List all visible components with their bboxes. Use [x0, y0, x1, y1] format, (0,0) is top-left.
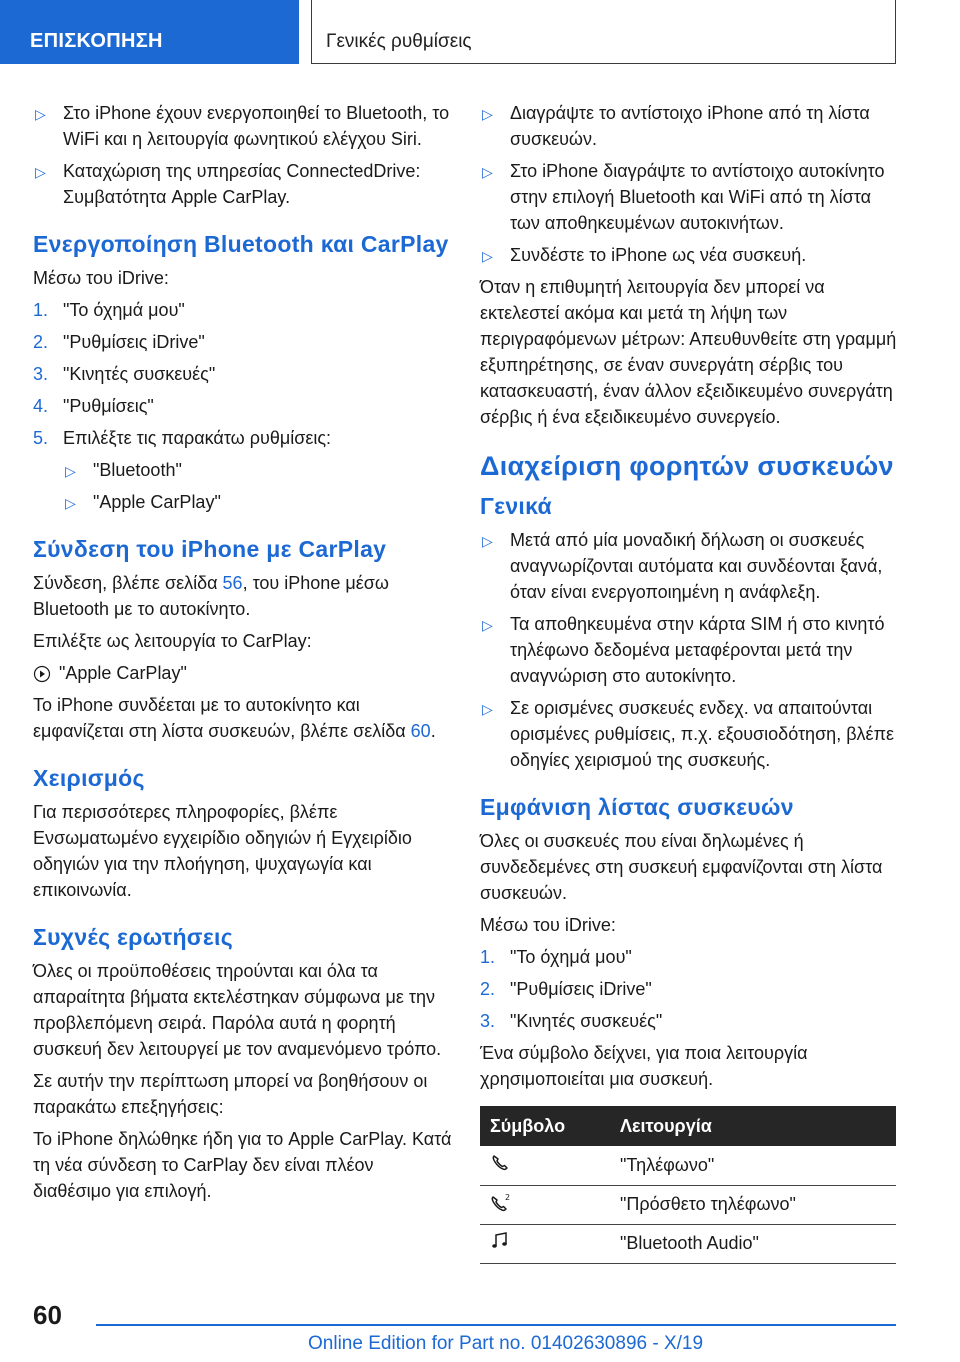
list-item: 3. "Κινητές συσκευές"	[33, 364, 216, 384]
list-item: ▷ Συνδέστε το iPhone ως νέα συσκευή.	[480, 242, 900, 268]
action-item: "Apple CarPlay"	[33, 660, 453, 686]
left-column	[33, 100, 453, 1210]
table-row	[480, 1146, 896, 1185]
page-link-60[interactable]: 60	[410, 721, 431, 741]
header-section-tab	[0, 0, 299, 64]
header-section-title: ΕΠΙΣΚΟΠΗΣΗ	[30, 30, 163, 52]
page-number: 60	[33, 1300, 62, 1330]
table-cell-function: "Bluetooth Audio"	[610, 1224, 896, 1263]
heading-manage-devices: Διαχείριση φορητών συσκευών	[480, 451, 894, 481]
list-item: 1. "Το όχημά μου"	[33, 300, 185, 320]
list-item: ▷ Σε ορισμένες συσκευές ενδεχ. να απαιτούνται ορισμένες ρυθμίσεις, π.χ. εξουσιοδότηση, βλέπε οδηγίες χειρισμού της συσκευής.	[482, 698, 895, 770]
play-circle-icon	[33, 665, 51, 683]
heading-connect: Σύνδεση του iPhone με CarPlay	[33, 536, 387, 562]
table-header-symbol: Σύμβολο	[480, 1106, 610, 1146]
heading-activation: Ενεργοποίηση Bluetooth και CarPlay	[33, 231, 449, 257]
list-item: ▷ Στο iPhone διαγράψτε το αντίστοιχο αυτοκίνητο στην επιλογή Bluetooth και WiFi από τη λίστα των αποθηκευμένων αυτοκινήτων.	[482, 161, 885, 233]
heading-faq: Συχνές ερωτήσεις	[33, 924, 233, 950]
connect-paragraph-2: Επιλέξτε ως λειτουργία το CarPlay:	[33, 631, 312, 651]
symbol-table	[480, 1106, 896, 1264]
list-item: 1. "Το όχημά μου"	[480, 947, 632, 967]
list-item: ▷ Τα αποθηκευμένα στην κάρτα SIM ή στο κινητό τηλέφωνο δεδομένα μεταφέρονται μετά την αναγνώριση στο αυτοκίνητο.	[482, 614, 885, 686]
faq-paragraph-3: Το iPhone δηλώθηκε ήδη για το Apple CarPlay. Κατά τη νέα σύνδεση το CarPlay δεν είναι πλέον διαθέσιμο για επιλογή.	[33, 1129, 452, 1201]
triangle-bullet-icon: ▷	[482, 106, 493, 122]
via-idrive-text: Μέσω του iDrive:	[480, 915, 616, 935]
music-note-icon	[490, 1231, 510, 1251]
triangle-bullet-icon: ▷	[65, 495, 76, 511]
list-item: 5. Επιλέξτε τις παρακάτω ρυθμίσεις:	[33, 428, 332, 448]
faq-paragraph-2: Σε αυτήν την περίπτωση μπορεί να βοηθήσουν οι παρακάτω επεξηγήσεις:	[33, 1071, 428, 1117]
connect-paragraph-3: Το iPhone συνδέεται με το αυτοκίνητο και εμφανίζεται στη λίστα συσκευών, βλέπε σελίδα 60.	[33, 695, 436, 741]
operation-paragraph: Για περισσότερες πληροφορίες, βλέπε Ενσωματωμένο εγχειρίδιο οδηγιών ή Εγχειρίδιο οδηγιών για την πλοήγηση, ψυχαγωγία και επικοινωνία.	[33, 802, 412, 900]
phone-icon	[490, 1153, 510, 1173]
connect-paragraph-1: Σύνδεση, βλέπε σελίδα 56, του iPhone μέσω Bluetooth με το αυτοκίνητο.	[33, 573, 389, 619]
list-item: 2. "Ρυθμίσεις iDrive"	[480, 979, 652, 999]
triangle-bullet-icon: ▷	[482, 617, 493, 633]
device-list-paragraph-1: Όλες οι συσκευές που είναι δηλωμένες ή συνδεδεμένες στη συσκευή εμφανίζονται στη λίστα συσκευών.	[480, 831, 883, 903]
triangle-bullet-icon: ▷	[482, 164, 493, 180]
device-list-paragraph-2: Ένα σύμβολο δείχνει, για ποια λειτουργία χρησιμοποιείται μια συσκευή.	[480, 1043, 808, 1089]
svg-text:2: 2	[505, 1193, 511, 1202]
table-row	[480, 1185, 896, 1224]
table-header-function: Λειτουργία	[610, 1106, 896, 1146]
list-item: 2. "Ρυθμίσεις iDrive"	[33, 332, 205, 352]
table-cell-function: "Πρόσθετο τηλέφωνο"	[610, 1185, 896, 1224]
page-link-56[interactable]: 56	[222, 573, 243, 593]
triangle-bullet-icon: ▷	[65, 463, 76, 479]
footer-divider	[96, 1324, 896, 1326]
triangle-bullet-icon: ▷	[482, 533, 493, 549]
header-subsection-box	[311, 0, 896, 64]
table-header-row	[480, 1106, 896, 1146]
list-item: 4. "Ρυθμίσεις"	[33, 396, 154, 416]
table-cell-function: "Τηλέφωνο"	[610, 1146, 896, 1185]
faq-support-paragraph: Όταν η επιθυμητή λειτουργία δεν μπορεί να εκτελεστεί ακόμα και μετά τη λήψη των περιγραφόμενων μέτρων: Απευθυνθείτε στη γραμμή εξυπηρέτησης, σε έναν συνεργάτη σέρβις του κατασκευαστή, έναν άλλον εξειδικευμένο συνεργάτη σέρβις ή ένα εξειδικευμένο συνεργείο.	[480, 277, 897, 427]
list-item: ▷ Στο iPhone έχουν ενεργοποιηθεί το Bluetooth, το WiFi και η λειτουργία φωνητικού ελέγχου Siri.	[35, 103, 450, 149]
via-idrive-text: Μέσω του iDrive:	[33, 268, 169, 288]
phone-2-icon	[490, 1192, 512, 1212]
heading-device-list: Εμφάνιση λίστας συσκευών	[480, 794, 794, 820]
footer-edition-text: Online Edition for Part no. 01402630896 - X/19	[308, 1333, 704, 1354]
right-column	[480, 100, 900, 1264]
list-item: ▷ Μετά από μία μοναδική δήλωση οι συσκευές αναγνωρίζονται αυτόματα και συνδέονται ξανά, όταν είναι ενεργοποιημένη η ανάφλεξη.	[482, 530, 883, 602]
list-item: ▷ Διαγράψτε το αντίστοιχο iPhone από τη λίστα συσκευών.	[482, 103, 870, 149]
triangle-bullet-icon: ▷	[35, 106, 46, 122]
header-subsection-title: Γενικές ρυθμίσεις	[326, 31, 472, 52]
list-item: ▷ "Apple CarPlay"	[63, 489, 453, 515]
heading-general: Γενικά	[480, 493, 552, 519]
list-item: ▷ "Bluetooth"	[63, 457, 453, 483]
triangle-bullet-icon: ▷	[482, 248, 493, 264]
heading-operation: Χειρισμός	[33, 765, 145, 791]
table-row	[480, 1224, 896, 1263]
faq-paragraph-1: Όλες οι προϋποθέσεις τηρούνται και όλα τα απαραίτητα βήματα εκτελέστηκαν σύμφωνα με την προβλεπόμενη σειρά. Παρόλα αυτά η φορητή συσκευή δεν λειτουργεί με τον αναμενόμενο τρόπο.	[33, 961, 442, 1059]
list-item: ▷ Καταχώριση της υπηρεσίας ConnectedDrive: Συμβατότητα Apple CarPlay.	[35, 161, 421, 207]
list-item: 3. "Κινητές συσκευές"	[480, 1011, 663, 1031]
triangle-bullet-icon: ▷	[482, 701, 493, 717]
triangle-bullet-icon: ▷	[35, 164, 46, 180]
